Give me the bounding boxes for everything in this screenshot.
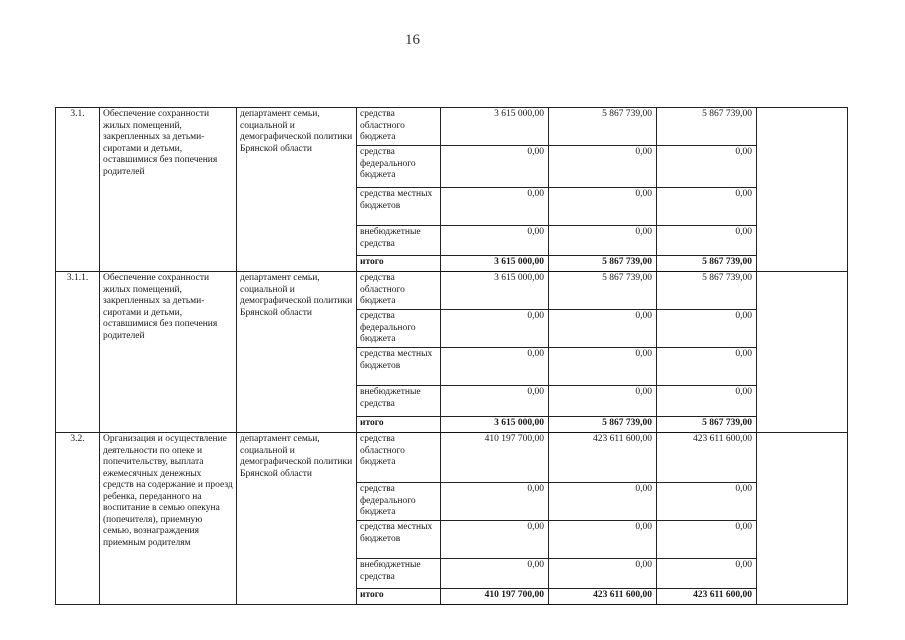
empty-cell [757, 433, 848, 605]
section-executor: департамент семьи, социальной и демографической политики Брянской области [237, 272, 357, 433]
funding-source: средства федерального бюджета [357, 483, 441, 521]
value-year3: 423 611 600,00 [657, 433, 757, 483]
value-year1: 0,00 [441, 559, 549, 589]
table-row [56, 433, 848, 483]
value-year1: 0,00 [441, 348, 549, 386]
value-year1: 0,00 [441, 386, 549, 417]
value-year2: 0,00 [549, 226, 657, 256]
value-year2: 0,00 [549, 386, 657, 417]
value-year2: 423 611 600,00 [549, 433, 657, 483]
funding-source: средства областного бюджета [357, 272, 441, 310]
funding-source: внебюджетные средства [357, 559, 441, 589]
funding-source: средства местных бюджетов [357, 521, 441, 559]
section-title: Организация и осуществление деятельности по опеке и попечительству, выплата ежемесячных денежных средств на содержание и проезд ребенка, переданного на воспитание в семью опекуна (попечителя), приемную семью, вознаграждения приемным родителям [100, 433, 237, 605]
funding-source: средства областного бюджета [357, 108, 441, 146]
value-year3: 0,00 [657, 386, 757, 417]
value-year3: 0,00 [657, 310, 757, 348]
value-year2: 5 867 739,00 [549, 256, 657, 272]
section-title: Обеспечение сохранности жилых помещений, закрепленных за детьми-сиротами и детьми, оставшимися без попечения родителей [100, 108, 237, 272]
funding-source: итого [357, 589, 441, 605]
section-title: Обеспечение сохранности жилых помещений, закрепленных за детьми-сиротами и детьми, оставшимися без попечения родителей [100, 272, 237, 433]
value-year2: 0,00 [549, 483, 657, 521]
section-code: 3.2. [56, 433, 100, 605]
value-year3: 5 867 739,00 [657, 256, 757, 272]
value-year2: 5 867 739,00 [549, 417, 657, 433]
value-year2: 0,00 [549, 188, 657, 226]
section-code: 3.1. [56, 108, 100, 272]
value-year3: 0,00 [657, 226, 757, 256]
value-year2: 0,00 [549, 348, 657, 386]
value-year2: 0,00 [549, 521, 657, 559]
value-year1: 0,00 [441, 188, 549, 226]
funding-source: итого [357, 417, 441, 433]
value-year1: 0,00 [441, 226, 549, 256]
funding-source: средства федерального бюджета [357, 146, 441, 188]
page-number: 16 [405, 32, 420, 48]
funding-source: внебюджетные средства [357, 226, 441, 256]
table-row [56, 108, 848, 146]
value-year1: 0,00 [441, 146, 549, 188]
value-year2: 5 867 739,00 [549, 272, 657, 310]
funding-source: итого [357, 256, 441, 272]
section-code: 3.1.1. [56, 272, 100, 433]
funding-source: средства местных бюджетов [357, 188, 441, 226]
value-year1: 0,00 [441, 521, 549, 559]
empty-cell [757, 108, 848, 272]
value-year2: 0,00 [549, 146, 657, 188]
value-year3: 0,00 [657, 348, 757, 386]
section-executor: департамент семьи, социальной и демографической политики Брянской области [237, 108, 357, 272]
empty-cell [757, 272, 848, 433]
value-year2: 5 867 739,00 [549, 108, 657, 146]
value-year3: 0,00 [657, 483, 757, 521]
value-year2: 423 611 600,00 [549, 589, 657, 605]
value-year1: 3 615 000,00 [441, 417, 549, 433]
value-year3: 5 867 739,00 [657, 108, 757, 146]
value-year3: 0,00 [657, 188, 757, 226]
value-year1: 3 615 000,00 [441, 256, 549, 272]
value-year1: 410 197 700,00 [441, 589, 549, 605]
table-row [56, 272, 848, 310]
value-year3: 0,00 [657, 146, 757, 188]
section-executor: департамент семьи, социальной и демографической политики Брянской области [237, 433, 357, 605]
value-year1: 0,00 [441, 483, 549, 521]
value-year3: 5 867 739,00 [657, 417, 757, 433]
value-year2: 0,00 [549, 310, 657, 348]
value-year3: 5 867 739,00 [657, 272, 757, 310]
value-year1: 3 615 000,00 [441, 108, 549, 146]
value-year2: 0,00 [549, 559, 657, 589]
funding-source: средства областного бюджета [357, 433, 441, 483]
budget-table [55, 107, 848, 605]
value-year1: 410 197 700,00 [441, 433, 549, 483]
value-year1: 0,00 [441, 310, 549, 348]
value-year3: 423 611 600,00 [657, 589, 757, 605]
funding-source: средства федерального бюджета [357, 310, 441, 348]
value-year1: 3 615 000,00 [441, 272, 549, 310]
value-year3: 0,00 [657, 559, 757, 589]
value-year3: 0,00 [657, 521, 757, 559]
funding-source: внебюджетные средства [357, 386, 441, 417]
funding-source: средства местных бюджетов [357, 348, 441, 386]
